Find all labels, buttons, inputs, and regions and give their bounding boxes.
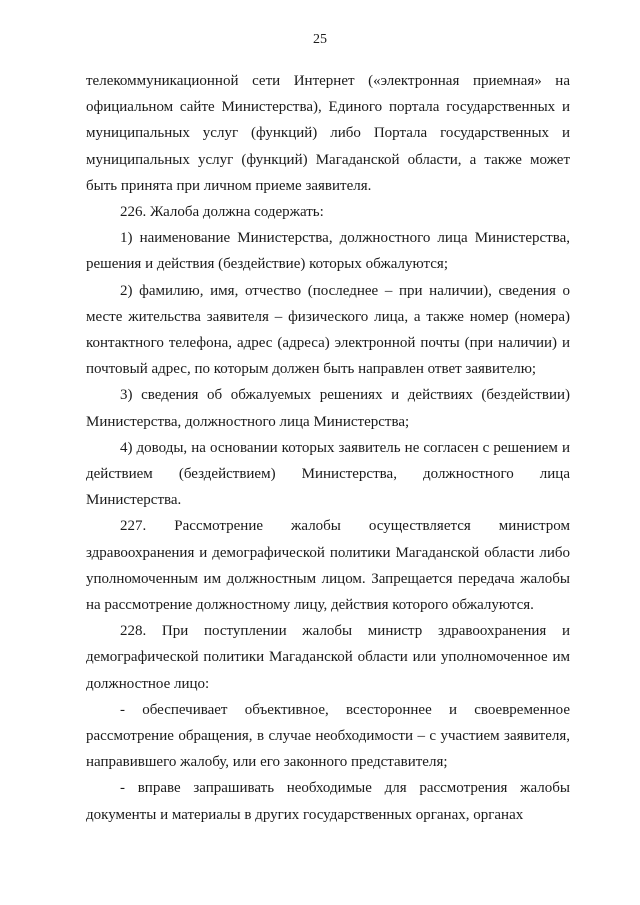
- paragraph-226: 226. Жалоба должна содержать:: [120, 204, 324, 221]
- paragraph-227: 227. Рассмотрение жалобы осуществляется министром здравоохранения и демографической политики Магаданской области либо уполномоченным им должностным лицом. Запрещается передача жалобы на рассмотрение должностному лицу, действия которого обжалуются.: [86, 518, 570, 614]
- list-item-1: 1) наименование Министерства, должностного лица Министерства, решения и действия (бездействие) которых обжалуются;: [86, 230, 570, 273]
- document-body: [86, 68, 570, 828]
- list-item-2: 2) фамилию, имя, отчество (последнее – при наличии), сведения о месте жительства заявителя – физического лица, а также номер (номера) контактного телефона, адрес (адреса) электронной почты (при наличии) и почтовый адрес, по которым должен быть направлен ответ заявителю;: [86, 282, 570, 378]
- page-number: 25: [313, 32, 327, 47]
- dash-item-1: - обеспечивает объективное, всестороннее и своевременное рассмотрение обращения, в случае необходимости – с участием заявителя, направившего жалобу, или его законного представителя;: [86, 701, 570, 771]
- list-item-4: 4) доводы, на основании которых заявитель не согласен с решением и действием (бездействием) Министерства, должностного лица Министерства.: [86, 439, 570, 509]
- paragraph-228: 228. При поступлении жалобы министр здравоохранения и демографической политики Магаданской области или уполномоченное им должностное лицо:: [86, 623, 570, 692]
- list-item-3: 3) сведения об обжалуемых решениях и действиях (бездействии) Министерства, должностного лица Министерства;: [86, 387, 570, 430]
- dash-item-2: - вправе запрашивать необходимые для рассмотрения жалобы документы и материалы в других государственных органах, органах: [86, 780, 570, 823]
- paragraph-continuation: телекоммуникационной сети Интернет («электронная приемная» на официальном сайте Министерства), Единого портала государственных и муниципальных услуг (функций) либо Портала государственных и муниципальных услуг (функций) Магаданской области, а также может быть принята при личном приеме заявителя.: [86, 73, 570, 194]
